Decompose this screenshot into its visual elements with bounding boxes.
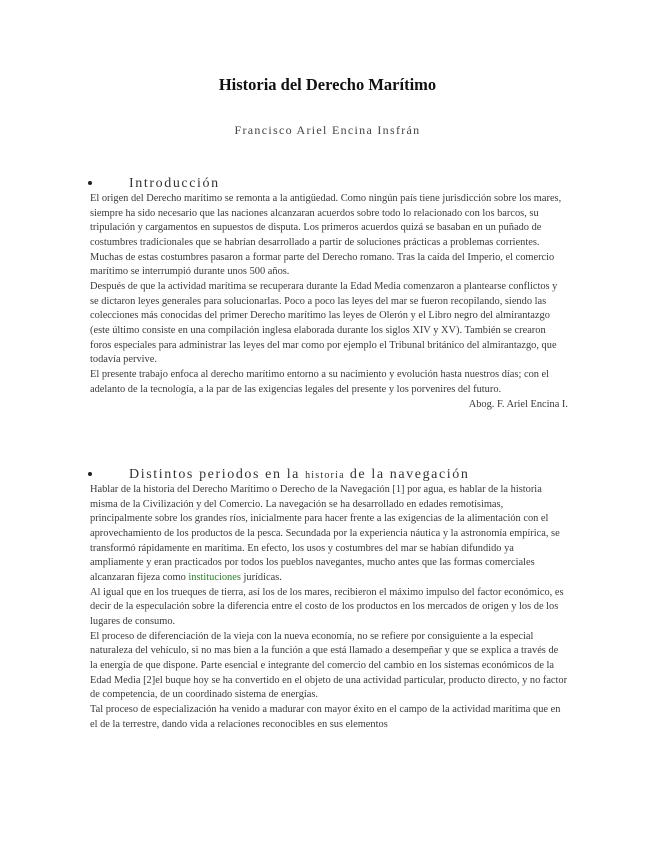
- bullet-icon: [88, 472, 92, 476]
- periods-paragraph-3: El proceso de diferenciación de la vieja con la nueva economía, no se refiere por consiguiente a la especial naturaleza del vehículo, si no mas bien a la función a que está llamado a desempeñar y que se explica a través de la energía de que dispone. Parte esencial e integrante del comercio del cambio en los sistemas económicos de la Edad Media [2]el buque hoy se ha convertido en el objeto de una actividad particular, producto directo, y no factor de competencia, de un coordinado sistema de energías.: [90, 630, 568, 701]
- signature: Abog. F. Ariel Encina I.: [468, 399, 568, 411]
- periods-paragraph-4: Tal proceso de especialización ha venido a madurar con mayor éxito en el campo de la actividad marítima que en el de la terrestre, dando vida a relaciones reconocibles en sus elementos: [90, 703, 561, 730]
- heading-text-part1: Distintos periodos en la: [129, 467, 300, 482]
- section-heading-periodos: [90, 466, 568, 483]
- section-introduccion: [90, 175, 568, 413]
- periods-paragraph-2: Al igual que en los trueques de tierra, así los de los mares, recibieron el máximo impulso del factor económico, es decir de la especulación sobre la diferencia entre el costo de los productos en los mercados de origen y los de los lugares de consumo.: [90, 586, 564, 627]
- intro-paragraph-3: El presente trabajo enfoca al derecho marítimo entorno a su nacimiento y evolución hasta nuestros días; con el adelanto de la tecnología, a la par de las exigencias legales del presente y los porvenires del futuro.: [90, 368, 550, 395]
- periods-paragraph-1: [90, 483, 568, 586]
- heading-text: Introducción: [129, 176, 220, 191]
- heading-text-small: historia: [305, 470, 345, 481]
- document-title: Historia del Derecho Marítimo: [218, 75, 437, 94]
- periods-paragraph-1-end: jurídicas.: [240, 571, 282, 583]
- intro-paragraph-2: Después de que la actividad marítima se recuperara durante la Edad Media comenzaron a plantearse conflictos y se dictaron leyes generales para solucionarlas. Poco a poco las leyes del mar se fueron recopilando, siendo las colecciones más conocidas del primer Derecho marítimo las leyes de Olerón y el Libro negro del almirantazgo (este último consiste en una compilación inglesa elaborada durante los siglos XIV y XV). También se crearon foros especiales para administrar las leyes del mar como por ejemplo el Tribunal británico del almirantazgo, que todavía pervive.: [90, 280, 558, 366]
- document-author: Francisco Ariel Encina Insfrán: [234, 123, 421, 137]
- bullet-icon: [88, 181, 92, 185]
- section-heading-introduccion: [90, 175, 568, 192]
- section-periodos: [90, 466, 568, 732]
- instituciones-link[interactable]: instituciones: [188, 571, 241, 583]
- periods-paragraph-1-text: Hablar de la historia del Derecho Marítimo o Derecho de la Navegación [1] por agua, es hablar de la historia misma de la Civilización y del Comercio. La navegación se ha desarrollado en edades remotísimas, principalmente sobre los grandes ríos, inicialmente para hacer frente a las exigencias de la alimentación con el aprovechamiento de los productos de la pesca. Secundada por la experiencia náutica y la astronomía empírica, se transformó rápidamente en marítima. En efecto, los usos y costumbres del mar se habían difundido ya ampliamente y eran practicados por todos los pueblos navegantes, mucho antes que las formas comerciales alcanzaran fijeza como: [90, 484, 560, 583]
- intro-paragraph-1: El origen del Derecho marítimo se remonta a la antigüedad. Como ningún país tiene jurisdicción sobre los mares, siempre ha sido necesario que las naciones alcanzaran acuerdos sobre todo lo relacionado con los barcos, su tripulación y cargamentos en supuestos de disputa. Los primeros acuerdos quizá se basaban en un puñado de costumbres tradicionales que se habrían desarrollado a partir de soluciones prácticas a problemas corrientes. Muchas de estas costumbres pasaron a formar parte del Derecho romano. Tras la caída del Imperio, el comercio marítimo se interrumpió durante unos 500 años.: [90, 193, 562, 278]
- heading-text-part2: de la navegación: [349, 467, 470, 482]
